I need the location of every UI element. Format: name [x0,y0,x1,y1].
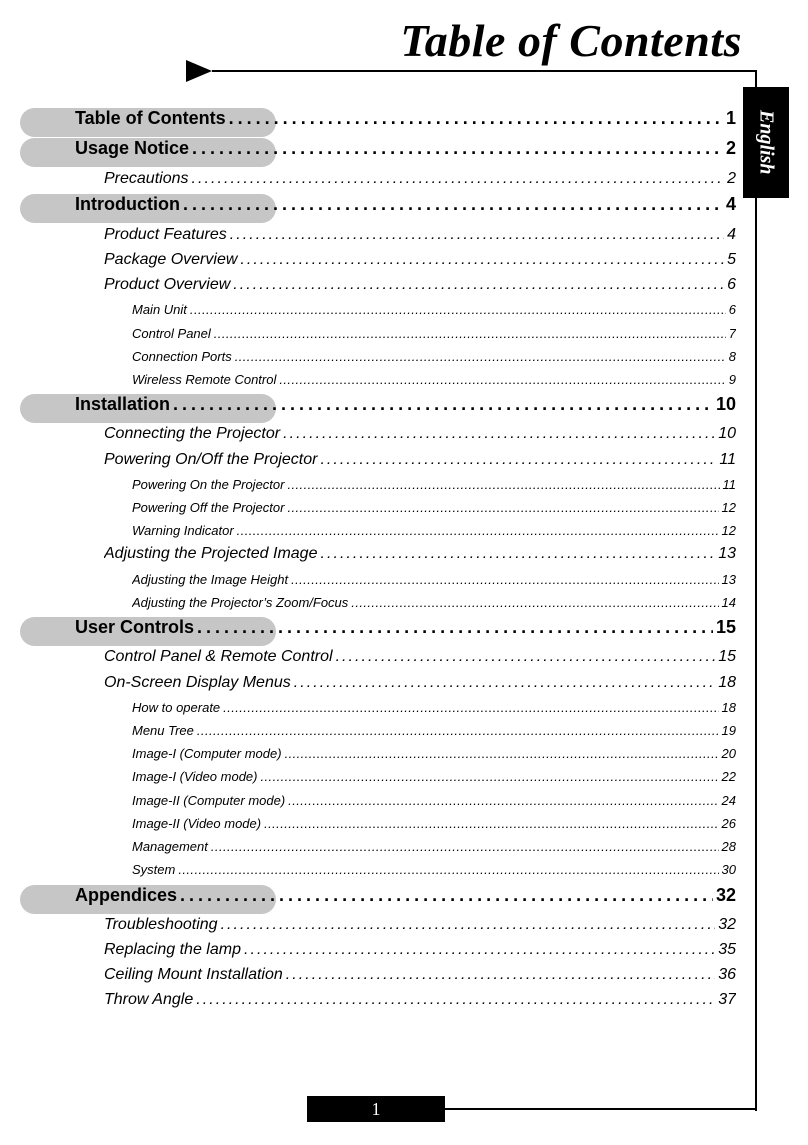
toc-subsection-image-i-computer[interactable] [132,746,736,761]
toc-entry-label: Wireless Remote Control [132,372,277,387]
toc-entry-page: 11 [719,451,736,468]
toc-section-connecting[interactable] [104,425,736,443]
toc-entry-page: 13 [721,572,736,587]
language-tab-label: English [755,110,778,175]
toc-entry-page: 10 [715,394,736,414]
toc-entry-page: 15 [715,617,736,637]
toc-entry-page: 18 [721,700,736,715]
footer-rule [445,1108,757,1110]
toc-entry-label: Image-II (Video mode) [132,816,262,831]
toc-entry-label: Ceiling Mount Installation [104,966,283,983]
toc-entry-label: Powering Off the Projector [132,500,285,515]
toc-entry-page: 4 [725,194,736,214]
toc-entry-label: Package Overview [104,251,238,268]
toc-entry-label: Management [132,839,208,854]
toc-section-adjusting-image[interactable] [104,545,736,563]
page-number-label: 1 [371,1098,381,1119]
dot-leader [291,572,718,587]
toc-subsection-image-ii-computer[interactable] [132,793,736,808]
dot-leader [196,991,715,1009]
dot-leader [180,885,713,906]
toc-chapter-appendices[interactable] [20,885,736,914]
toc-subsection-image-height[interactable] [132,572,736,587]
toc-entry-label: Connecting the Projector [104,425,281,442]
toc-entry-page: 36 [718,966,736,983]
toc-subsection-main-unit[interactable] [132,302,736,317]
dot-leader [197,617,713,638]
dot-leader [264,816,718,831]
toc-entry-label: Connection Ports [132,349,232,364]
toc-entry-page: 14 [721,595,736,610]
dot-leader [214,326,726,341]
toc-section-product-features[interactable] [104,226,736,244]
toc-entry-label: Product Overview [104,276,231,293]
dot-leader [183,194,723,215]
dot-leader [197,723,719,738]
toc-section-ceiling-mount[interactable] [104,966,736,984]
toc-subsection-powering-on[interactable] [132,477,736,492]
dot-leader [351,595,718,610]
toc-entry-page: 26 [721,816,736,831]
toc-entry-label: Adjusting the Projector’s Zoom/Focus [132,595,349,610]
dot-leader [178,862,718,877]
toc-chapter-user-controls[interactable] [20,617,736,646]
page-number [307,1096,445,1122]
toc-entry-label: How to operate [132,700,221,715]
toc-section-control-remote[interactable] [104,648,736,666]
toc-entry-page: 18 [718,674,736,691]
toc-subsection-wireless-remote[interactable] [132,372,736,387]
toc-subsection-menu-tree[interactable] [132,723,736,738]
dot-leader [211,839,719,854]
toc-entry-label: Replacing the lamp [104,941,241,958]
dot-leader [285,746,719,761]
toc-entry-label: Image-II (Computer mode) [132,793,286,808]
dot-leader [240,251,724,269]
toc-entry-page: 28 [721,839,736,854]
toc-entry-page: 32 [718,916,736,933]
dot-leader [237,523,719,538]
dot-leader [294,674,715,692]
toc-entry-page: 12 [721,523,736,538]
toc-entry-label: Control Panel & Remote Control [104,648,333,665]
toc-entry-page: 35 [718,941,736,958]
toc-entry-page: 24 [721,793,736,808]
toc-entry-label: Main Unit [132,302,187,317]
toc-entry-page: 2 [727,170,736,187]
toc-entry-label: On-Screen Display Menus [104,674,291,691]
toc-subsection-system[interactable] [132,862,736,877]
margin-rule [755,70,757,1111]
toc-entry-page: 13 [718,545,736,562]
toc-entry-page: 5 [727,251,736,268]
toc-section-replacing-lamp[interactable] [104,941,736,959]
toc-entry-page: 8 [728,349,736,364]
toc-subsection-connection-ports[interactable] [132,349,736,364]
toc-chapter-installation[interactable] [20,394,736,423]
toc-entry-label: Powering On the Projector [132,477,285,492]
toc-subsection-image-i-video[interactable] [132,769,736,784]
toc-entry-page: 30 [721,862,736,877]
toc-subsection-zoom-focus[interactable] [132,595,736,610]
language-tab [743,87,789,198]
toc-subsection-image-ii-video[interactable] [132,816,736,831]
dot-leader [235,349,726,364]
toc-section-throw-angle[interactable] [104,991,736,1009]
toc-entry-page: 19 [721,723,736,738]
toc-chapter-introduction[interactable] [20,194,736,223]
toc-section-powering[interactable] [104,451,736,469]
toc-entry-page: 6 [727,276,736,293]
toc-entry-label: Menu Tree [132,723,194,738]
dot-leader [173,394,713,415]
toc-subsection-warning-indicator[interactable] [132,523,736,538]
page-title: Table of Contents [400,15,742,66]
toc-entry-page: 9 [728,372,736,387]
toc-entry-label: Troubleshooting [104,916,218,933]
toc-entry-label: Installation [75,394,171,414]
dot-leader [233,276,724,294]
toc-entry-page: 20 [721,746,736,761]
toc-entry-label: Control Panel [132,326,211,341]
toc-section-osd-menus[interactable] [104,674,736,692]
toc-entry-label: Warning Indicator [132,523,234,538]
header-rule [212,70,757,72]
toc-section-package-overview[interactable] [104,251,736,269]
toc-entry-label: Adjusting the Image Height [132,572,289,587]
toc-entry-page: 12 [721,500,736,515]
toc-entry-label: User Controls [75,617,195,637]
toc-entry-page: 22 [721,769,736,784]
toc-chapter-table-of-contents[interactable] [20,108,736,137]
dot-leader [287,500,718,515]
dot-leader [192,170,725,188]
toc-subsection-control-panel[interactable] [132,326,736,341]
toc-entry-page: 1 [725,108,736,128]
toc-entry-label: Table of Contents [75,108,226,128]
toc-entry-page: 11 [722,477,736,492]
toc-entry-page: 37 [718,991,736,1008]
toc-entry-page: 7 [728,326,736,341]
dot-leader [279,372,725,387]
dot-leader [283,425,715,443]
toc-entry-label: Powering On/Off the Projector [104,451,318,468]
dot-leader [221,916,716,934]
dot-leader [320,545,715,563]
toc-entry-label: Image-I (Video mode) [132,769,258,784]
toc-entry-page: 32 [715,885,736,905]
dot-leader [287,477,719,492]
toc-entry-label: Adjusting the Projected Image [104,545,318,562]
dot-leader [229,108,723,129]
toc-entry-label: Throw Angle [104,991,194,1008]
toc-entry-label: System [132,862,176,877]
dot-leader [192,138,723,159]
toc-entry-page: 15 [718,648,736,665]
dot-leader [223,700,718,715]
dot-leader [320,451,716,469]
toc-entry-label: Image-I (Computer mode) [132,746,282,761]
toc-chapter-usage-notice[interactable] [20,138,736,167]
toc-entry-label: Precautions [104,170,189,187]
dot-leader [261,769,719,784]
dot-leader [336,648,716,666]
toc-entry-page: 2 [725,138,736,158]
toc-entry-page: 4 [727,226,736,243]
toc-entry-label: Introduction [75,194,180,214]
toc-entry-page: 10 [718,425,736,442]
toc-section-product-overview[interactable] [104,276,736,294]
toc-entry-label: Usage Notice [75,138,190,158]
toc-section-precautions[interactable] [104,170,736,188]
toc-entry-page: 6 [728,302,736,317]
toc-subsection-management[interactable] [132,839,736,854]
dot-leader [288,793,718,808]
arrow-right-icon [186,60,212,82]
toc-entry-label: Appendices [75,885,178,905]
toc-entry-label: Product Features [104,226,227,243]
toc-subsection-how-to-operate[interactable] [132,700,736,715]
toc-subsection-powering-off[interactable] [132,500,736,515]
dot-leader [244,941,715,959]
toc-section-troubleshooting[interactable] [104,916,736,934]
dot-leader [286,966,715,984]
dot-leader [230,226,724,244]
dot-leader [190,302,726,317]
